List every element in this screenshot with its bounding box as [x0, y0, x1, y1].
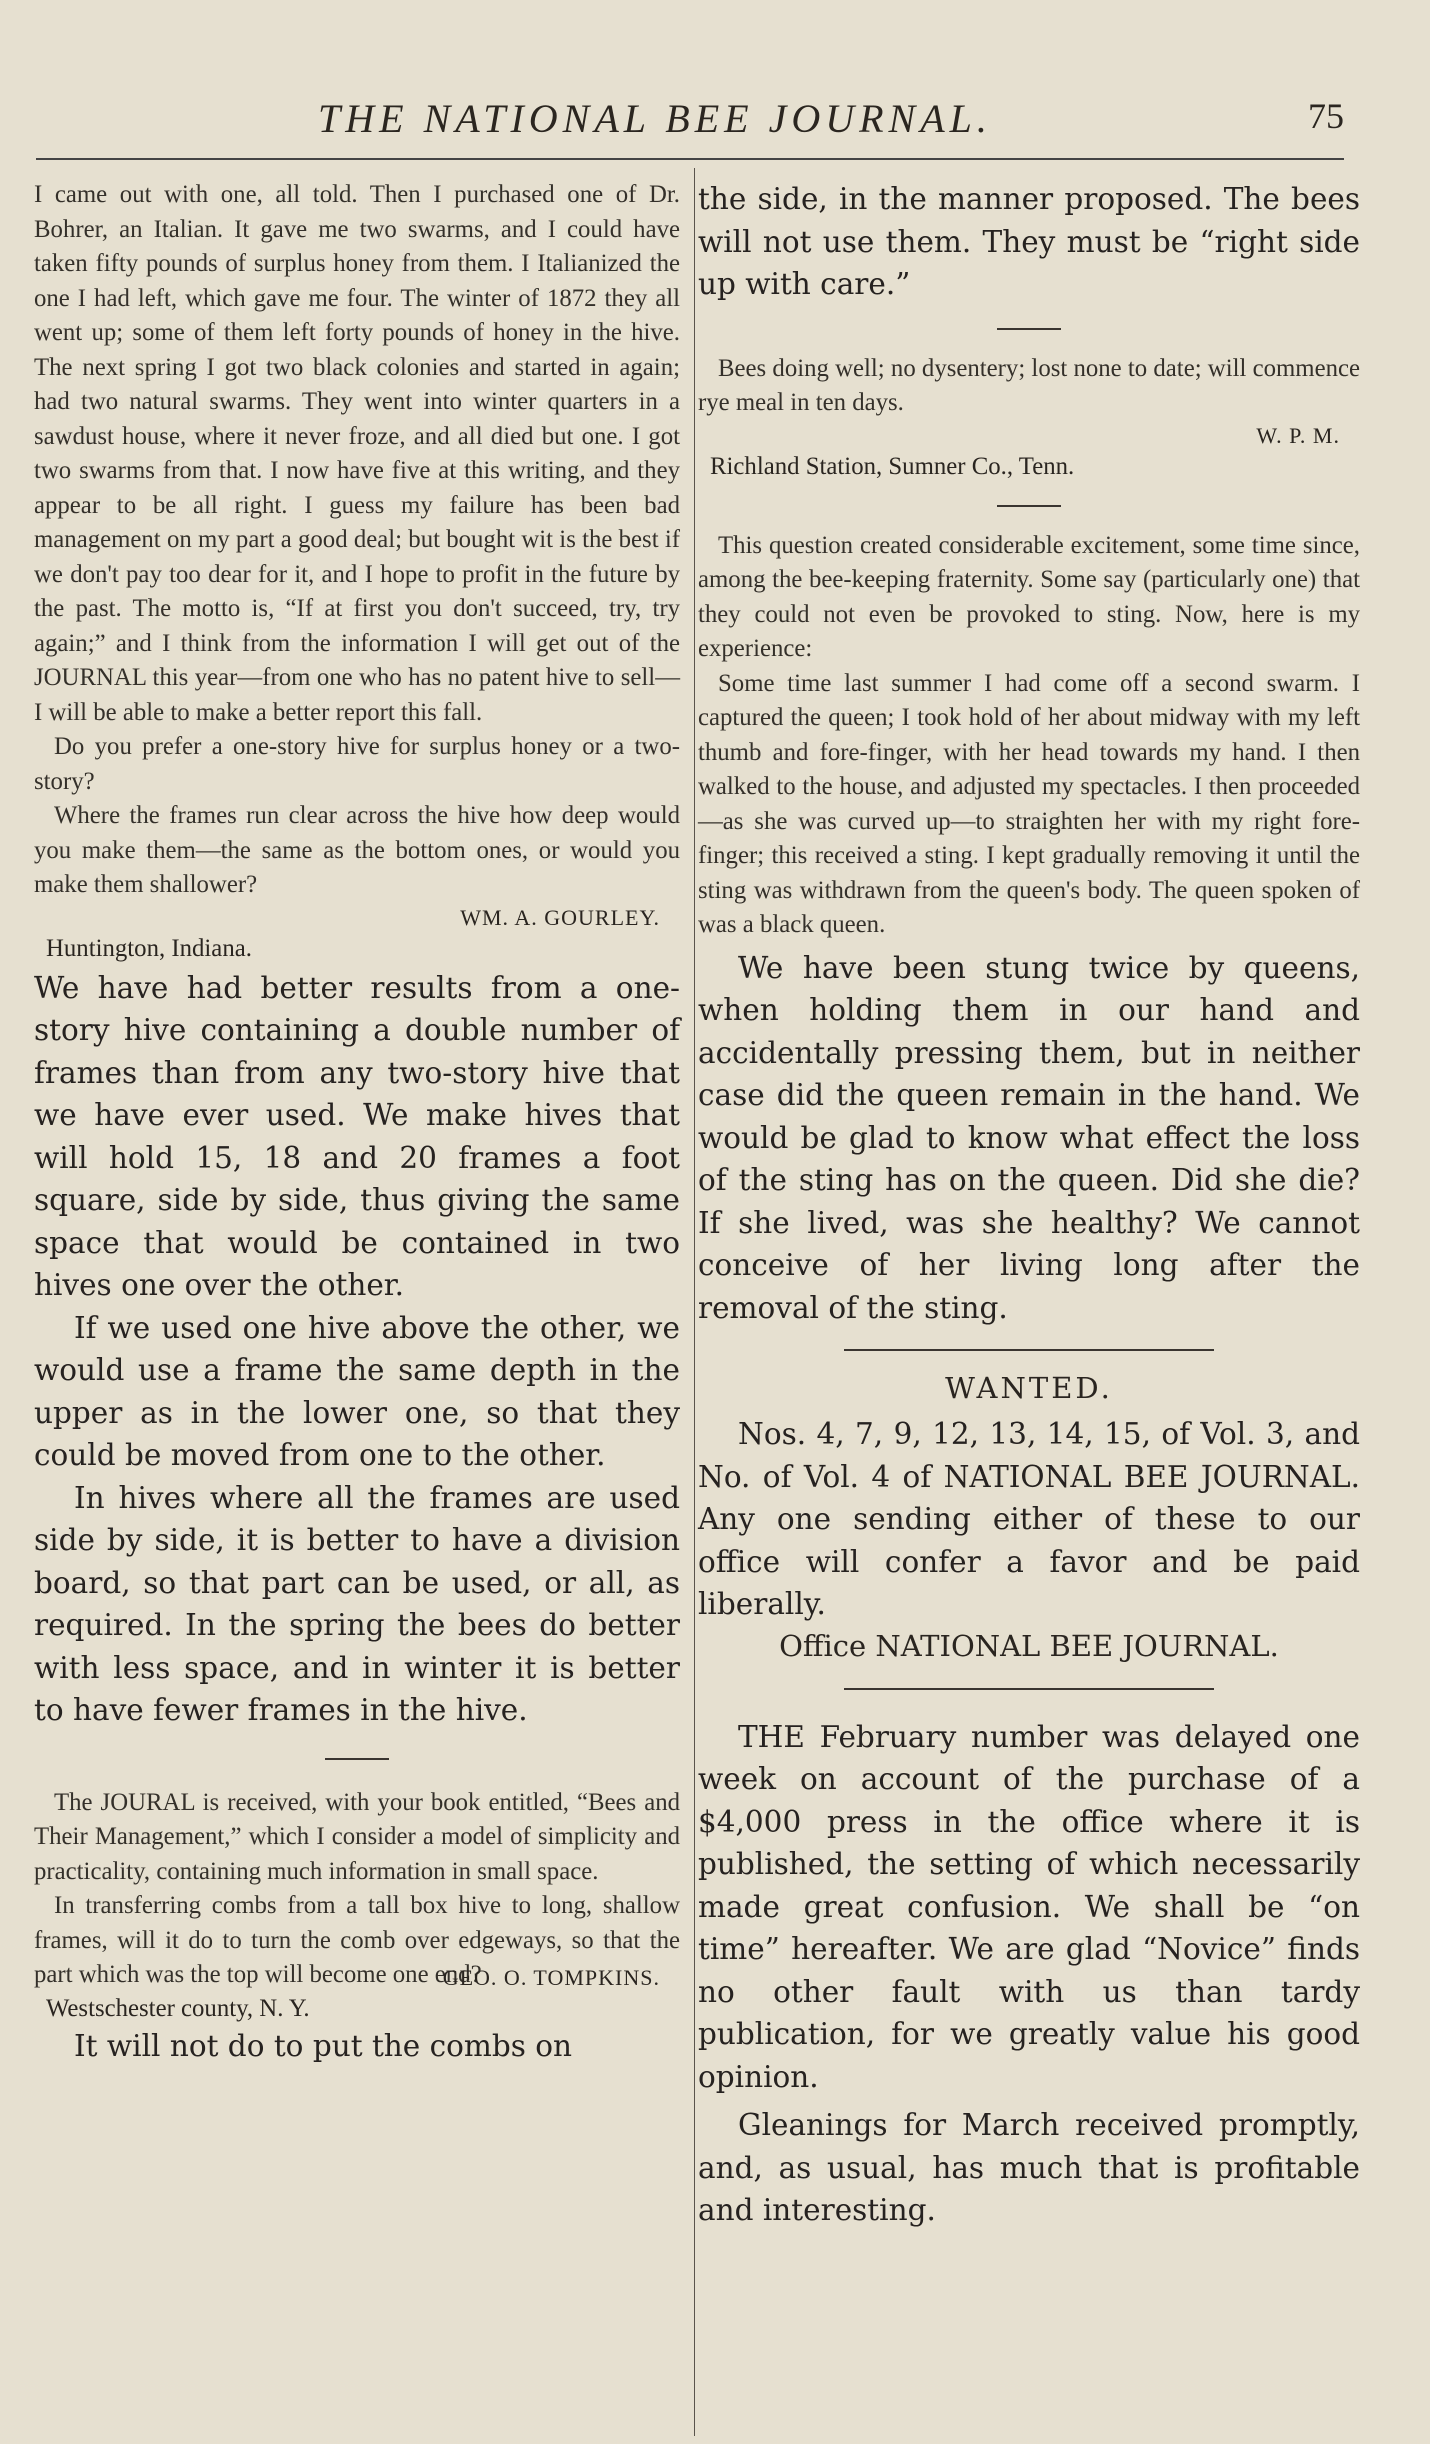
reply-paragraph: In hives where all the frames are used side by side, it is better to have a division board, so that part can be used, or all, as required. In the spring the bees do better with less space, and in winter it is better to have fewer frames in the hive.	[34, 1480, 680, 1727]
wanted-notice	[698, 1413, 1360, 1626]
letter-location: Richland Station, Sumner Co., Tenn.	[710, 452, 1075, 480]
letter-tompkins	[34, 1786, 680, 2025]
reply-paragraph: If we used one hive above the other, we would use a frame the same depth in the upper as in the lower one, so that they could be moved from one to the other.	[34, 1310, 680, 1472]
editor-reply-2-start	[34, 2025, 680, 2068]
letter-paragraph: This question created considerable excitement, some time since, among the bee-keeping fraternity. Some say (particularly one) that they could not even be provoked to sting. Now, here is my experience:	[698, 531, 1360, 662]
reply-paragraph: We have had better results from a one-story hive containing a double number of frames than from any two-story hive that we have ever used. We make hives that will hold 15, 18 and 20 frames a foot square, side by side, thus giving the same space that would be contained in two hives one over the other.	[34, 970, 680, 1302]
section-divider	[844, 1688, 1214, 1690]
journal-title: THE NATIONAL BEE JOURNAL.	[318, 96, 992, 141]
reply-paragraph: the side, in the manner proposed. The bees will not use them. They must be “right side up with care.”	[698, 182, 1360, 301]
letter-signature: GEO. O. TOMPKINS.	[442, 1964, 660, 1990]
wanted-office: Office NATIONAL BEE JOURNAL.	[779, 1628, 1279, 1663]
section-divider	[997, 505, 1061, 507]
wanted-heading: WANTED.	[945, 1371, 1113, 1405]
wanted-body: Nos. 4, 7, 9, 12, 13, 14, 15, of Vol. 3, and No. of Vol. 4 of NATIONAL BEE JOURNAL. Any one sending either of these to our office will confer a favor and be paid liberally.	[698, 1417, 1360, 1621]
letter-wpm	[698, 352, 1360, 483]
reply-paragraph: It will not do to put the combs on	[74, 2028, 573, 2063]
section-divider	[997, 328, 1061, 330]
editor-reply-1	[34, 967, 680, 1732]
letter-paragraph: I came out with one, all told. Then I purchased one of Dr. Bohrer, an Italian. It gave me two swarms, and I could have taken fifty pounds of surplus honey from them. I Italianized the one I had left, which gave me four. The winter of 1872 they all went up; some of them left forty pounds of honey in the hive. The next spring I got two black colonies and started in again; had two natural swarms. They went into winter quarters in a sawdust house, where it never froze, and all died but one. I got two swarms from that. I now have five at this writing, and they appear to be all right. I guess my failure has been bad management on my part a good deal; but bought wit is the best if we don't pay too dear for it, and I hope to profit in the future by the past. The motto is, “If at first you don't succeed, try, try again;” and I think from the information I will get out of the JOURNAL this year—from one who has no patent hive to sell—I will be able to make a better report this fall.	[34, 181, 680, 726]
letter-queen-sting	[698, 529, 1360, 943]
letter-paragraph: The JOURAL is received, with your book entitled, “Bees and Their Management,” which I consider a model of simplicity and practicality, containing much information in small space.	[34, 1788, 680, 1885]
press-notice	[698, 1716, 1360, 2232]
reply-paragraph: We have been stung twice by queens, when holding them in our hand and accidentally pressing them, but in neither case did the queen remain in the hand. We would be glad to know what effect the loss of the sting has on the queen. Did she die? If she lived, was she healthy? We cannot conceive of her living long after the removal of the sting.	[698, 950, 1360, 1325]
section-divider	[325, 1758, 389, 1760]
notice-paragraph: THE February number was delayed one week on account of the purchase of a $4,000 press in the office where it is published, the setting of which necessarily made great confusion. We shall be “on time” hereafter. We are glad “Novice” finds no other fault with us than tardy publication, for we greatly value his good opinion.	[698, 1719, 1360, 2094]
right-column	[698, 178, 1360, 2232]
editor-reply-2-end	[698, 178, 1360, 306]
running-head	[0, 95, 1430, 145]
letter-signature: W. P. M.	[1256, 422, 1340, 448]
letter-location: Huntington, Indiana.	[46, 934, 252, 962]
gleanings-notice: Gleanings for March received promptly, and, as usual, has much that is profitable and interesting.	[698, 2108, 1360, 2227]
header-rule	[36, 158, 1344, 160]
letter-question: Where the frames run clear across the hive how deep would you make them—the same as the bottom ones, or would you make them shallower?	[34, 802, 680, 898]
letter-signature: WM. A. GOURLEY.	[460, 904, 660, 930]
left-column	[34, 178, 680, 2067]
editor-reply-3	[698, 947, 1360, 1330]
letter-paragraph: Some time last summer I had come off a second swarm. I captured the queen; I took hold of her about midway with my left thumb and fore-finger, with her head towards my hand. I then walked to the house, and adjusted my spectacles. I then proceeded—as she was curved up—to straighten her with my right fore-finger; this received a sting. I kept gradually removing it until the sting was withdrawn from the queen's body. The queen spoken of was a black queen.	[698, 669, 1360, 938]
letter-gourley	[34, 178, 680, 965]
letter-question: In transferring combs from a tall box hive to long, shallow frames, will it do to turn the comb over edgeways, so that the part which was the top will become one end?	[34, 1892, 680, 1988]
column-divider	[694, 168, 695, 2436]
letter-paragraph: Bees doing well; no dysentery; lost none to date; will commence rye meal in ten days.	[698, 354, 1360, 416]
page-number: 75	[1308, 96, 1344, 136]
letter-location: Westschester county, N. Y.	[46, 1994, 310, 2022]
section-divider	[844, 1349, 1214, 1351]
letter-question: Do you prefer a one-story hive for surplus honey or a two-story?	[34, 733, 680, 795]
